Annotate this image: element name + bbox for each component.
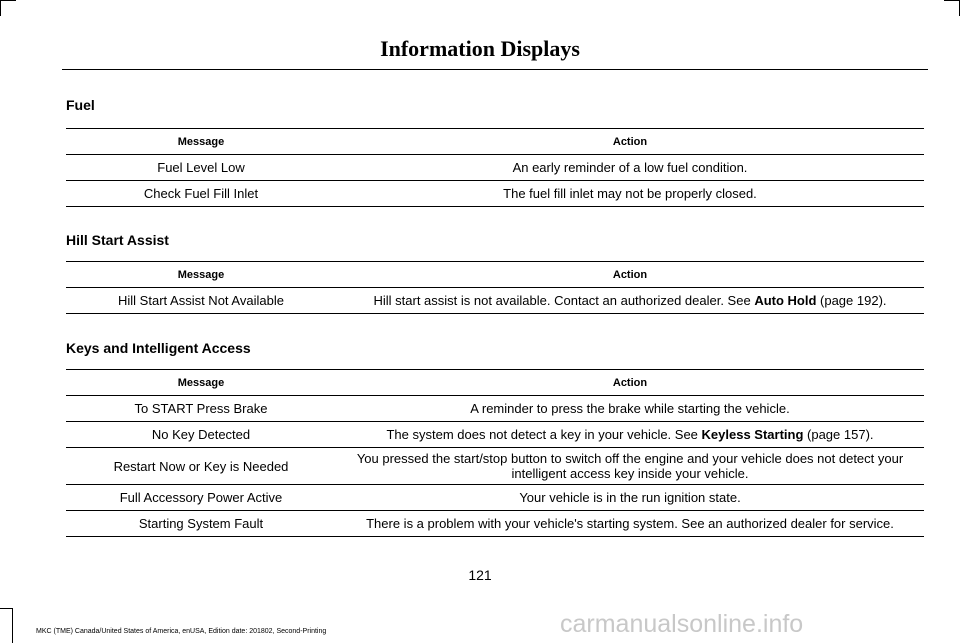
- message-cell: Hill Start Assist Not Available: [66, 288, 336, 314]
- section-heading-keys-intelligent-access: Keys and Intelligent Access: [66, 340, 251, 356]
- message-cell: Restart Now or Key is Needed: [66, 448, 336, 485]
- table-header-row: [66, 262, 924, 288]
- action-text: Hill start assist is not available. Contact an authorized dealer. See: [373, 293, 755, 308]
- crop-mark: [0, 0, 1, 16]
- page-reference: (page 157).: [803, 427, 874, 442]
- section-heading-hill-start-assist: Hill Start Assist: [66, 232, 169, 248]
- cross-reference-link[interactable]: Auto Hold: [754, 293, 817, 308]
- crop-mark: [0, 608, 13, 609]
- crop-mark: [12, 608, 13, 643]
- table-row: [66, 448, 924, 485]
- action-cell: There is a problem with your vehicle's starting system. See an authorized dealer for service.: [336, 511, 924, 537]
- crop-mark: [0, 0, 16, 1]
- action-cell: The fuel fill inlet may not be properly closed.: [336, 181, 924, 207]
- table-row: [66, 288, 924, 314]
- keys-table: [66, 369, 924, 537]
- cross-reference-link[interactable]: Keyless Starting: [701, 427, 804, 442]
- table-row: [66, 485, 924, 511]
- column-header-message: Message: [66, 129, 336, 155]
- page-reference: (page 192).: [816, 293, 887, 308]
- action-cell: Your vehicle is in the run ignition state.: [336, 485, 924, 511]
- column-header-action: Action: [336, 262, 924, 288]
- column-header-message: Message: [66, 262, 336, 288]
- action-cell: A reminder to press the brake while starting the vehicle.: [336, 396, 924, 422]
- crop-mark: [944, 0, 960, 1]
- table-row: [66, 396, 924, 422]
- action-cell: You pressed the start/stop button to switch off the engine and your vehicle does not detect your intelligent access key inside your vehicle.: [336, 448, 924, 485]
- action-cell: An early reminder of a low fuel condition.: [336, 155, 924, 181]
- message-cell: Check Fuel Fill Inlet: [66, 181, 336, 207]
- page-number: 121: [468, 567, 492, 583]
- message-cell: Full Accessory Power Active: [66, 485, 336, 511]
- fuel-table: [66, 128, 924, 207]
- action-text: The system does not detect a key in your vehicle. See: [386, 427, 702, 442]
- page-title: Information Displays: [380, 36, 580, 61]
- message-cell: To START Press Brake: [66, 396, 336, 422]
- watermark: carmanualsonline.info: [560, 610, 804, 638]
- hill-start-assist-table: [66, 261, 924, 314]
- column-header-message: Message: [66, 370, 336, 396]
- table-row: [66, 422, 924, 448]
- title-rule: [62, 69, 928, 70]
- message-cell: Fuel Level Low: [66, 155, 336, 181]
- edition-footer: MKC (TME) Canada/United States of America, enUSA, Edition date: 201802, Second-Printing: [36, 628, 327, 635]
- table-header-row: [66, 370, 924, 396]
- message-cell: No Key Detected: [66, 422, 336, 448]
- table-header-row: [66, 129, 924, 155]
- action-cell: [336, 422, 924, 448]
- table-row: [66, 181, 924, 207]
- table-row: [66, 155, 924, 181]
- table-row: [66, 511, 924, 537]
- column-header-action: Action: [336, 370, 924, 396]
- action-cell: [336, 288, 924, 314]
- column-header-action: Action: [336, 129, 924, 155]
- message-cell: Starting System Fault: [66, 511, 336, 537]
- section-heading-fuel: Fuel: [66, 97, 95, 113]
